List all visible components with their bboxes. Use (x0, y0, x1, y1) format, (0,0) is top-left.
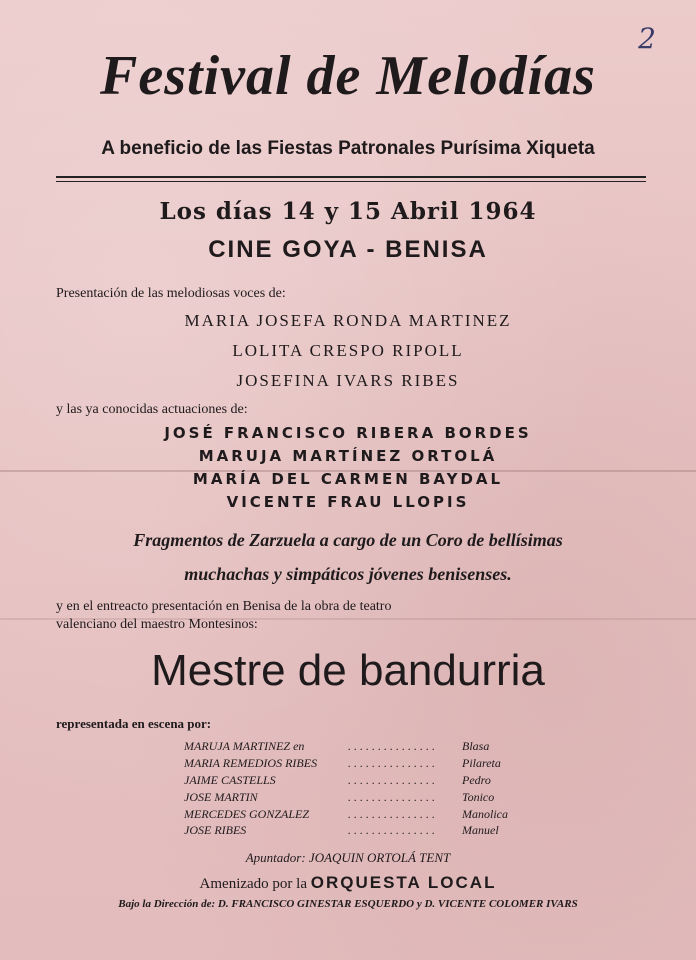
zarzuela-text: Fragmentos de Zarzuela a cargo de un Coro de bellísimas (133, 530, 563, 550)
poster-subtitle: A beneficio de las Fiestas Patronales Purísima Xiqueta (101, 138, 595, 159)
cast-dots: . . . . . . . . . . . . . . . (348, 756, 435, 770)
new-voice-name: LOLITA CRESPO RIPOLL (232, 341, 464, 360)
direccion-line: Bajo la Dirección de: D. FRANCISCO GINESTAR ESQUERDO y D. VICENTE COLOMER IVARS (118, 898, 578, 910)
festival-dates: Los días 14 y 15 Abril 1964 (159, 198, 537, 225)
orquesta-prefix: Amenizado por la (199, 876, 307, 892)
apuntador-line (0, 850, 696, 866)
orquesta-line (0, 873, 696, 893)
cast-role: Manolica (462, 807, 508, 821)
play-title: Mestre de bandurria (151, 646, 545, 695)
known-act-name: VICENTE FRAU LLOPIS (226, 493, 470, 511)
orquesta-name: ORQUESTA LOCAL (310, 873, 497, 892)
cast-role: Tonico (462, 790, 495, 804)
new-voice-name: MARIA JOSEFA RONDA MARTINEZ (184, 311, 512, 330)
handwritten-corner-mark: 2 (638, 22, 656, 55)
cast-dots: . . . . . . . . . . . . . . . (348, 773, 435, 787)
title-rule (56, 176, 646, 178)
festival-venue: CINE GOYA - BENISA (208, 236, 488, 263)
cast-actor: MARUJA MARTINEZ en (184, 739, 305, 753)
cast-role: Manuel (462, 823, 499, 837)
cast-actor: JOSE RIBES (184, 823, 247, 837)
cast-role: Blasa (462, 739, 490, 753)
entreacto-text: valenciano del maestro Montesinos: (56, 617, 258, 632)
known-act-name: MARÍA DEL CARMEN BAYDAL (192, 470, 504, 488)
known-act-name: JOSÉ FRANCISCO RIBERA BORDES (164, 424, 532, 442)
intro-new-voices: Presentación de las melodiosas voces de: (56, 286, 286, 301)
apuntador-label: Apuntador: (245, 850, 306, 865)
entreacto-text: y en el entreacto presentación en Benisa de la obra de teatro (56, 599, 392, 614)
new-voice-name: JOSEFINA IVARS RIBES (236, 371, 460, 390)
intro-known-acts: y las ya conocidas actuaciones de: (56, 402, 248, 417)
apuntador-name: JOAQUIN ORTOLÁ TENT (308, 850, 451, 865)
cast-dots: . . . . . . . . . . . . . . . (348, 807, 435, 821)
cast-actor: MARIA REMEDIOS RIBES (184, 756, 318, 770)
cast-dots: . . . . . . . . . . . . . . . (348, 739, 435, 753)
cast-actor: JAIME CASTELLS (184, 773, 276, 787)
cast-intro: representada en escena por: (56, 716, 212, 731)
title-rule (56, 181, 646, 182)
cast-actor: MERCEDES GONZALEZ (184, 807, 310, 821)
cast-actor: JOSE MARTIN (184, 790, 258, 804)
cast-dots: . . . . . . . . . . . . . . . (348, 823, 435, 837)
cast-role: Pedro (462, 773, 491, 787)
poster-title: Festival de Melodías (100, 45, 596, 107)
cast-dots: . . . . . . . . . . . . . . . (348, 790, 435, 804)
cast-role: Pilareta (462, 756, 501, 770)
zarzuela-text: muchachas y simpáticos jóvenes benisenses. (184, 564, 512, 584)
known-act-name: MARUJA MARTÍNEZ ORTOLÁ (198, 447, 498, 465)
